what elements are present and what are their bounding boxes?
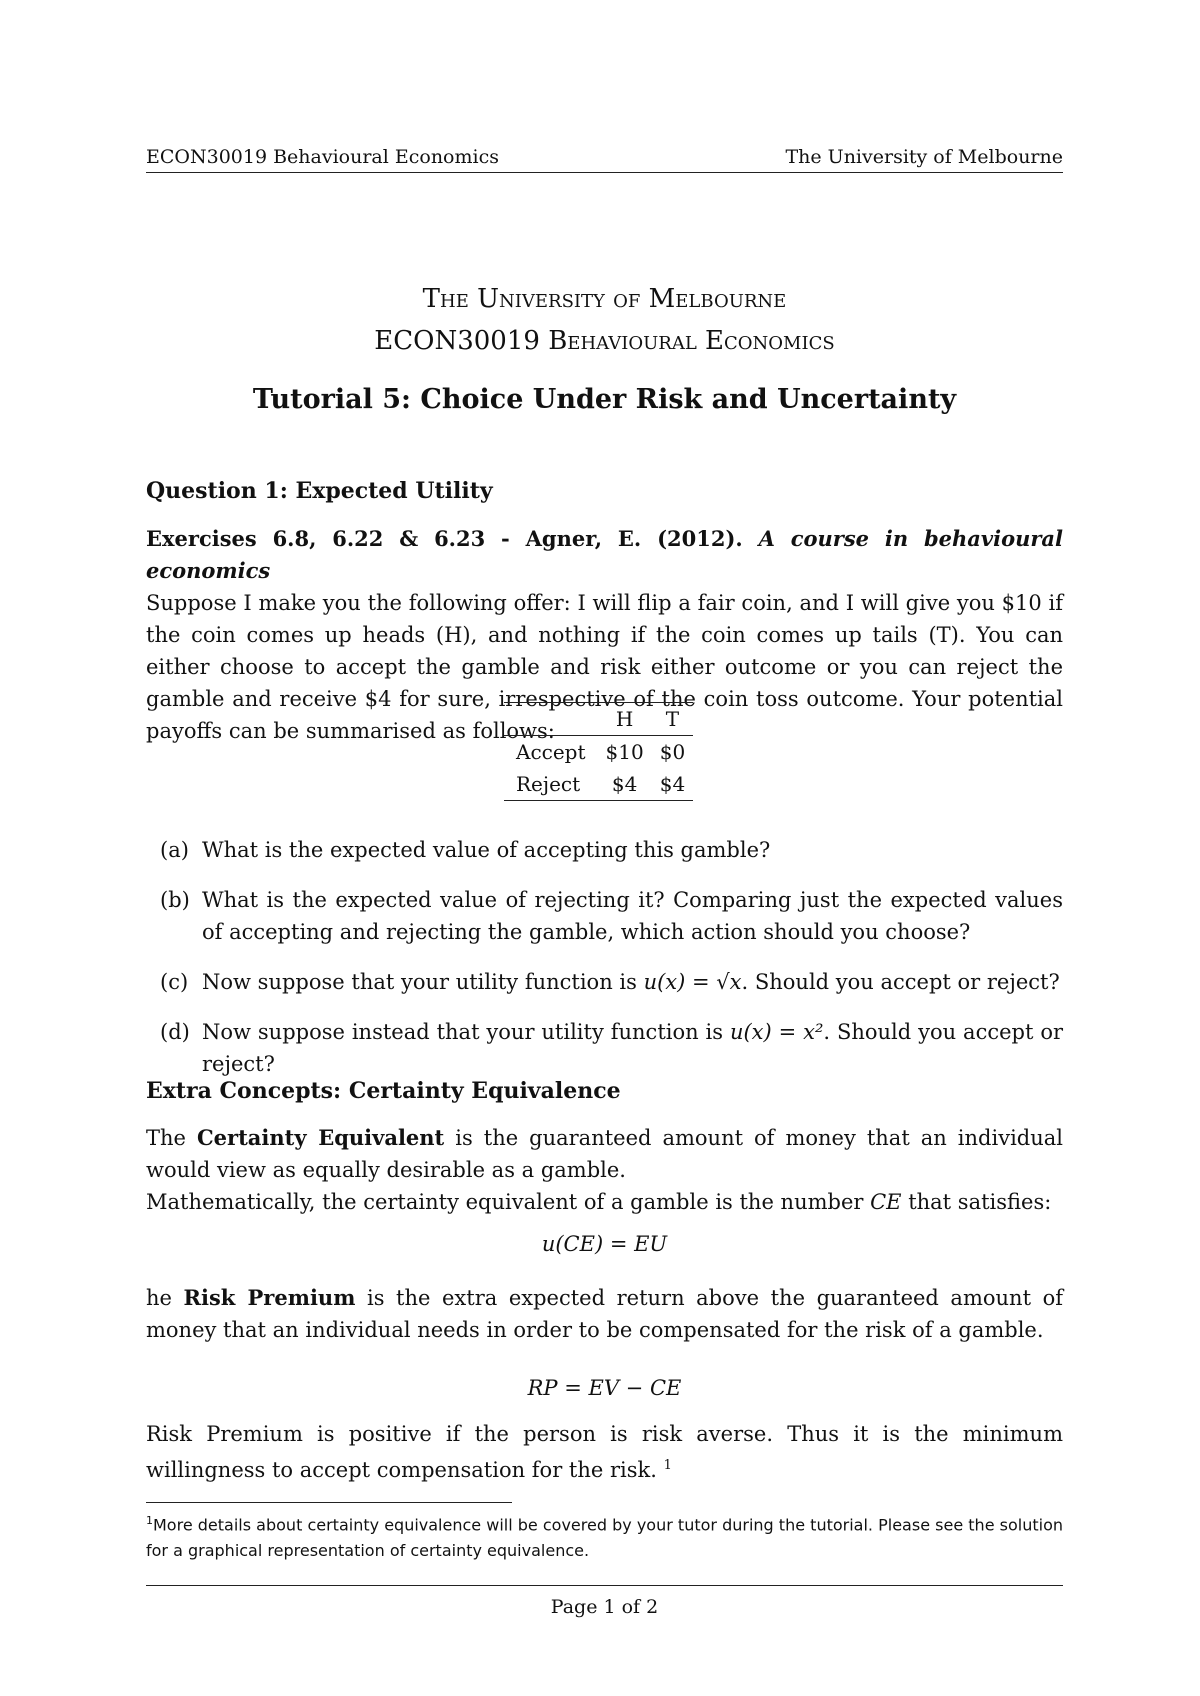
cell-t: $0 xyxy=(659,740,686,764)
question-parts xyxy=(160,834,1063,1098)
part-text: Now suppose instead that your utility function is u(x) = x². Should you accept or reject? xyxy=(202,1020,1063,1076)
part-text: What is the expected value of accepting this gamble? xyxy=(202,838,771,862)
title-block xyxy=(146,278,1063,415)
exercise-intro: Suppose I make you the following offer: I will flip a fair coin, and I will give you $10 if the coin comes up heads (H), and nothing if the coin comes up tails (T). You can either choose to accept the gamble and risk either outcome or you can reject the gamble and receive $4 for sure, irrespective of the coin toss outcome. Your potential payoffs can be summarised as follows: xyxy=(146,591,1063,743)
list-item xyxy=(160,884,1063,948)
payoff-header-h: H xyxy=(598,703,652,736)
footnote-marker: 1 xyxy=(663,1458,672,1473)
header-university: The University of Melbourne xyxy=(785,146,1063,168)
ce-variable: CE xyxy=(870,1190,902,1214)
header-rule xyxy=(146,172,1063,173)
risk-premium-note: Risk Premium is positive if the person is risk averse. Thus it is the minimum willingness to accept compensation for the risk. $^1$ xyxy=(146,1422,1063,1482)
equation-rp: RP = EV − CE xyxy=(527,1376,682,1400)
part-label: (d) xyxy=(160,1020,190,1044)
payoff-table-header xyxy=(504,703,693,736)
table-row xyxy=(504,736,693,769)
book-title: A course in behavioural economics xyxy=(146,526,1063,583)
footnote-rule xyxy=(146,1502,512,1503)
utility-function-square: u(x) = x² xyxy=(729,1020,824,1044)
footnote-text: More details about certainty equivalence will be covered by your tutor during the tutorial. Please see the solution for a graphical representation of certainty equivalence. xyxy=(146,1515,1063,1561)
cell-h: $4 xyxy=(598,768,652,801)
list-item xyxy=(160,1016,1063,1080)
row-label: Accept xyxy=(516,740,586,764)
payoff-header-blank xyxy=(504,703,598,736)
question1-heading: Question 1: Expected Utility xyxy=(146,478,493,504)
risk-premium-definition: he Risk Premium is the extra expected return above the guaranteed amount of money that an individual needs in order to be compensated for the risk of a gamble. xyxy=(146,1285,1063,1342)
row-label: Reject xyxy=(504,768,598,801)
certainty-equivalent-definition: The Certainty Equivalent is the guaranteed amount of money that an individual would view as equally desirable as a gamble. Mathematically, the certainty equivalent of a gamble is the number CE that satisfies: xyxy=(146,1125,1063,1214)
rp-term: Risk Premium xyxy=(183,1285,356,1310)
footnote-number: 1 xyxy=(146,1514,153,1527)
equation-ce: u(CE) = EU xyxy=(541,1232,668,1256)
cell-h: $10 xyxy=(605,740,644,764)
list-item xyxy=(160,834,1063,866)
part-text: What is the expected value of rejecting it? Comparing just the expected values of accepting and rejecting the gamble, which action should you choose? xyxy=(202,888,1063,944)
part-text: Now suppose that your utility function is u(x) = √x. Should you accept or reject? xyxy=(202,970,1060,994)
title-university: The University of Melbourne xyxy=(422,284,787,314)
list-item xyxy=(160,966,1063,998)
footer-rule xyxy=(146,1585,1063,1586)
title-course: ECON30019 Behavioural Economics xyxy=(374,326,835,356)
exercise-reference: Exercises 6.8, 6.22 & 6.23 - Agner, E. (2012). A course in behavioural economics xyxy=(146,526,1063,583)
part-label: (b) xyxy=(160,888,190,912)
part-label: (a) xyxy=(160,838,189,862)
cell-t: $4 xyxy=(652,768,693,801)
utility-function-sqrt: u(x) = √x xyxy=(643,970,742,994)
title-tutorial: Tutorial 5: Choice Under Risk and Uncertainty xyxy=(252,384,957,415)
page-number: Page 1 of 2 xyxy=(550,1596,659,1618)
part-label: (c) xyxy=(160,970,189,994)
ce-term: Certainty Equivalent xyxy=(196,1125,445,1150)
extra-concepts-heading: Extra Concepts: Certainty Equivalence xyxy=(146,1078,621,1104)
document-page xyxy=(146,0,1063,1696)
payoff-table xyxy=(504,702,693,801)
table-row xyxy=(504,768,693,801)
footnote xyxy=(146,1508,1063,1564)
running-header xyxy=(146,146,1063,168)
payoff-header-t: T xyxy=(652,703,693,736)
header-course: ECON30019 Behavioural Economics xyxy=(146,146,499,168)
